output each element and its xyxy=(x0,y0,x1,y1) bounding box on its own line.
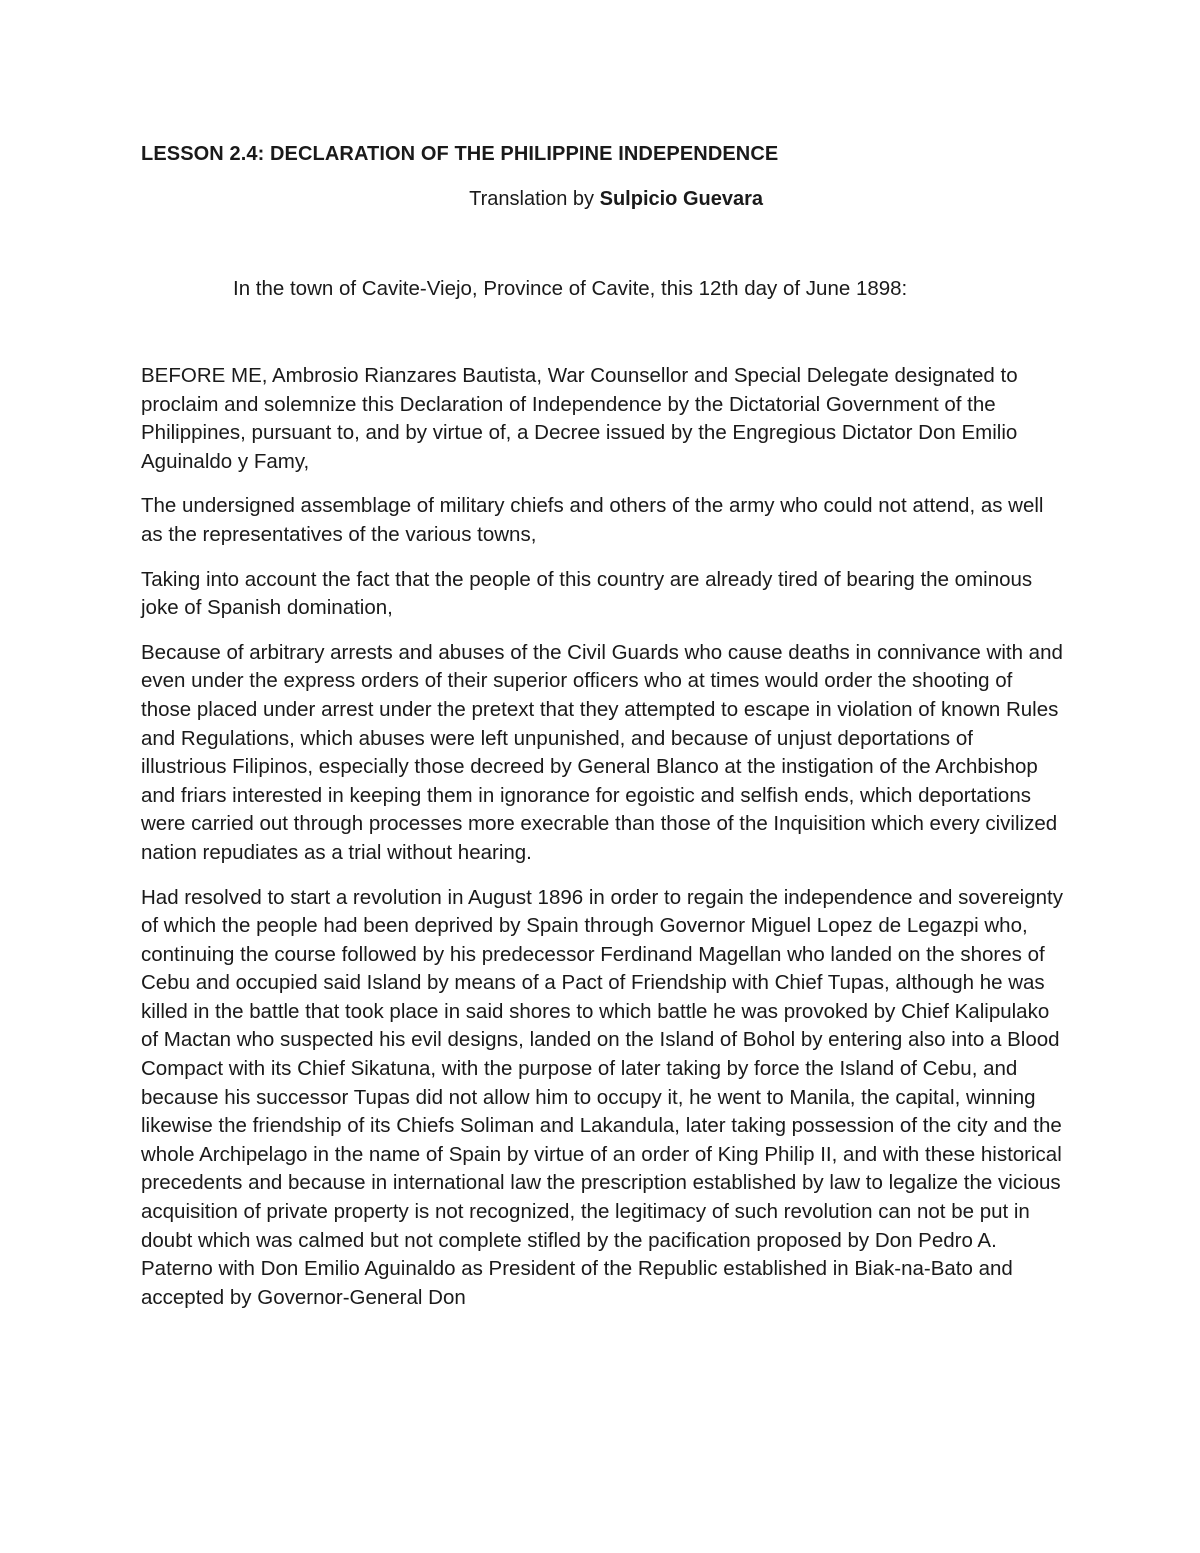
paragraph: Had resolved to start a revolution in August 1896 in order to regain the independence and sovereignty of which the people had been deprived by Spain through Governor Miguel Lopez de Legazpi who, continuing the course followed by his predecessor Ferdinand Magellan who landed on the shores of Cebu and occupied said Island by means of a Pact of Friendship with Chief Tupas, although he was killed in the battle that took place in said shores to which battle he was provoked by Chief Kalipulako of Mactan who suspected his evil designs, landed on the Island of Bohol by entering also into a Blood Compact with its Chief Sikatuna, with the purpose of later taking by force the Island of Cebu, and because his successor Tupas did not allow him to occupy it, he went to Manila, the capital, winning likewise the friendship of its Chiefs Soliman and Lakandula, later taking possession of the city and the whole Archipelago in the name of Spain by virtue of an order of King Philip II, and with these historical precedents and because in international law the prescription established by law to legalize the vicious acquisition of private property is not recognized, the legitimacy of such revolution can not be put in doubt which was calmed but not complete stifled by the pacification proposed by Don Pedro A. Paterno with Don Emilio Aguinaldo as President of the Republic established in Biak-na-Bato and accepted by Governor-General Don xyxy=(141,885,1063,1309)
place-date-line: In the town of Cavite-Viejo, Province of Cavite, this 12th day of June 1898: xyxy=(233,277,908,300)
paragraph: Taking into account the fact that the people of this country are already tired of bearing the ominous joke of Spanish domination, xyxy=(141,567,1033,620)
paragraph: Because of arbitrary arrests and abuses of the Civil Guards who cause deaths in connivance with and even under the express orders of their superior officers who at times would order the shooting of those placed under arrest under the pretext that they attempted to escape in violation of known Rules and Regulations, which abuses were left unpunished, and because of unjust deportations of illustrious Filipinos, especially those decreed by General Blanco at the instigation of the Archbishop and friars interested in keeping them in ignorance for egoistic and selfish ends, which deportations were carried out through processes more execrable than those of the Inquisition which every civilized nation repudiates as a trial without hearing. xyxy=(141,640,1063,864)
paragraph: BEFORE ME, Ambrosio Rianzares Bautista, War Counsellor and Special Delegate designated to proclaim and solemnize this Declaration of Independence by the Dictatorial Government of the Philippines, pursuant to, and by virtue of, a Decree issued by the Engregious Dictator Don Emilio Aguinaldo y Famy, xyxy=(141,364,1018,473)
declaration-body xyxy=(141,362,1063,1328)
paragraph: The undersigned assemblage of military chiefs and others of the army who could not attend, as well as the representatives of the various towns, xyxy=(141,494,1044,546)
translator-name: Sulpicio Guevara xyxy=(599,188,763,210)
translation-prefix: Translation by xyxy=(469,188,600,210)
lesson-title: LESSON 2.4: DECLARATION OF THE PHILIPPINE INDEPENDENCE xyxy=(141,143,779,165)
translation-credit xyxy=(469,188,763,211)
